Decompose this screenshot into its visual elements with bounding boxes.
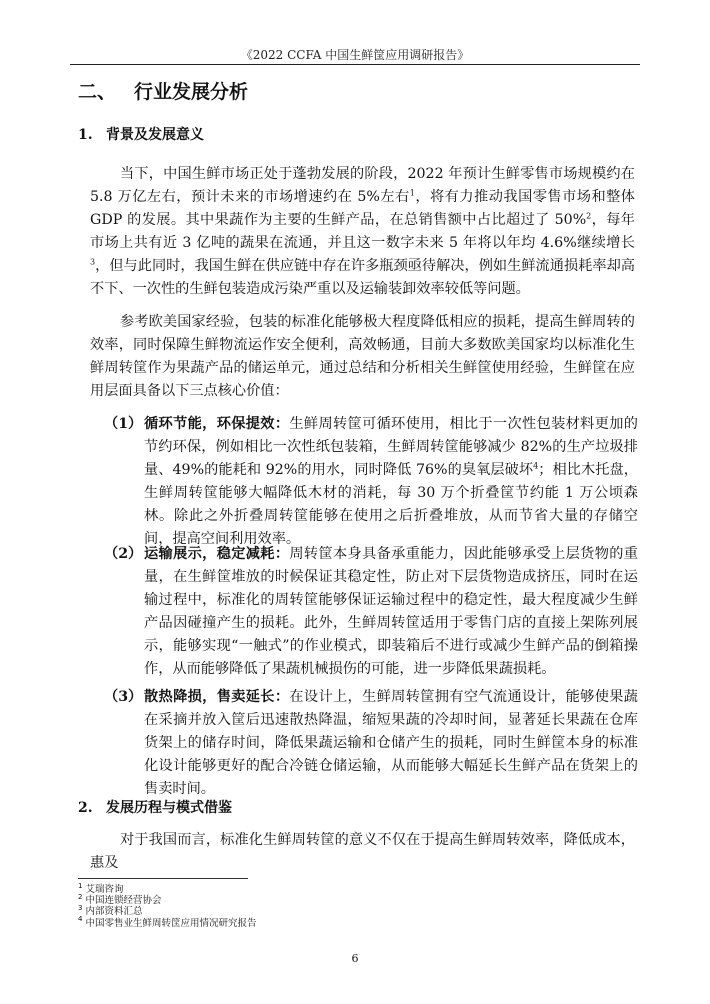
point-body: 运输展示，稳定减耗：周转筐本身具备承重能力，因此能够承受上层货物的重量，在生鲜筐堆放的时候保证其稳定性，防止对下层货物造成挤压，同时在运输过程中，标准化的周转筐能够保证运输过程中的稳定性，最大程度减少生鲜产品因碰撞产生的损耗。此外，生鲜周转筐适用于零售门店的直接上架陈列展示，能够实现“一触式”的作业模式，即装箱后不进行或减少生鲜产品的倒箱操作，从而能够降低了果蔬机械损伤的可能，进一步降低果蔬损耗。 xyxy=(144,546,638,677)
footnote: $^3$ 内部资料汇总 xyxy=(78,904,143,918)
subsection-number: 2. xyxy=(78,800,93,816)
footnote-ref: 1 xyxy=(409,188,415,198)
footnote-ref: 2 xyxy=(586,211,592,221)
section-heading: 行业发展分析 xyxy=(134,81,249,103)
point-lead: 散热降损，售卖延长： xyxy=(144,689,290,705)
section-title xyxy=(78,77,248,104)
footnote: $^4$ 中国零售业生鲜周转筐应用情况研究报告 xyxy=(78,915,257,929)
point-marker: （1） xyxy=(104,416,143,432)
running-header: 《2022 CCFA 中国生鲜筐应用调研报告》 xyxy=(240,48,470,62)
section-number: 二、 xyxy=(78,81,117,103)
footnote-rule xyxy=(78,878,248,879)
footnote-ref: 4 xyxy=(533,461,539,471)
subsection-number: 1. xyxy=(78,127,93,143)
core-value-point-1 xyxy=(104,413,638,551)
subsection-heading-2 xyxy=(78,797,232,817)
page-number: 6 xyxy=(351,952,359,965)
footnote-ref: 3 xyxy=(90,257,96,267)
point-lead: 循环节能，环保提效： xyxy=(144,416,290,432)
point-lead: 运输展示，稳定减耗： xyxy=(144,546,290,562)
core-value-point-3 xyxy=(104,686,638,801)
point-marker: （2） xyxy=(104,546,143,562)
subsection-title: 发展历程与模式借鉴 xyxy=(106,800,232,816)
footnotes xyxy=(78,881,257,929)
header-rule xyxy=(70,64,640,65)
footnote: $^1$ 艾瑞咨询 xyxy=(78,881,124,895)
point-marker: （3） xyxy=(104,689,143,705)
paragraph-experience: 参考欧美国家经验，包装的标准化能够极大程度降低相应的损耗，提高生鲜周转的效率，同时保障生鲜物流运作安全便利，高效畅通，目前大多数欧美国家均以标准化生鲜周转筐作为果蔬产品的储运单元，通过总结和分析相关生鲜筐使用经验，生鲜筐在应用层面具备以下三点核心价值： xyxy=(90,314,635,399)
subsection-heading-1 xyxy=(78,124,204,144)
paragraph-development: 对于我国而言，标准化生鲜周转筐的意义不仅在于提高生鲜周转效率，降低成本，惠及 xyxy=(90,832,635,871)
subsection-title: 背景及发展意义 xyxy=(106,127,204,143)
point-body: 散热降损，售卖延长：在设计上，生鲜周转筐拥有空气流通设计，能够使果蔬在采摘并放入筐后迅速散热降温，缩短果蔬的冷却时间，显著延长果蔬在仓库货架上的储存时间，降低果蔬运输和仓储产生的损耗，同时生鲜筐本身的标准化设计能够更好的配合冷链仓储运输，从而能够大幅延长生鲜产品在货架上的售卖时间。 xyxy=(144,689,638,797)
paragraph-background: 当下，中国生鲜市场正处于蓬勃发展的阶段，2022 年预计生鲜零售市场规模约在 5.8 万亿左右，预计未来的市场增速约在 5%左右$^1$，将有力推动我国零售市场和整体 GDP 的发展。其中果蔬作为主要的生鲜产品，在总销售额中占比超过了 50%$^2$，每年市场上共有近 3 亿吨的蔬果在流通，并且这一数字未来 5 年将以年均 4.6%继续增长$^3$，但与此同时，我国生鲜在供应链中存在许多瓶颈亟待解决，例如生鲜流通损耗率却高不下、一次性的生鲜包装造成污染严重以及运输装卸效率较低等问题。 xyxy=(90,166,635,297)
footnote: $^2$ 中国连锁经营协会 xyxy=(78,893,162,907)
core-value-point-2 xyxy=(104,543,638,681)
point-body: 循环节能，环保提效：生鲜周转筐可循环使用，相比于一次性包装材料更加的节约环保，例如相比一次性纸包装箱，生鲜周转筐能够减少 82%的生产垃圾排量、49%的能耗和 92%的用水，同时降低 76%的臭氧层破坏$^4$；相比木托盘，生鲜周转筐能够大幅降低木材的消耗，每 30 万个折叠筐节约能 1 万公顷森林。除此之外折叠周转筐能够在使用之后折叠堆放，从而节省大量的存储空间，提高空间利用效率。 xyxy=(144,416,638,547)
